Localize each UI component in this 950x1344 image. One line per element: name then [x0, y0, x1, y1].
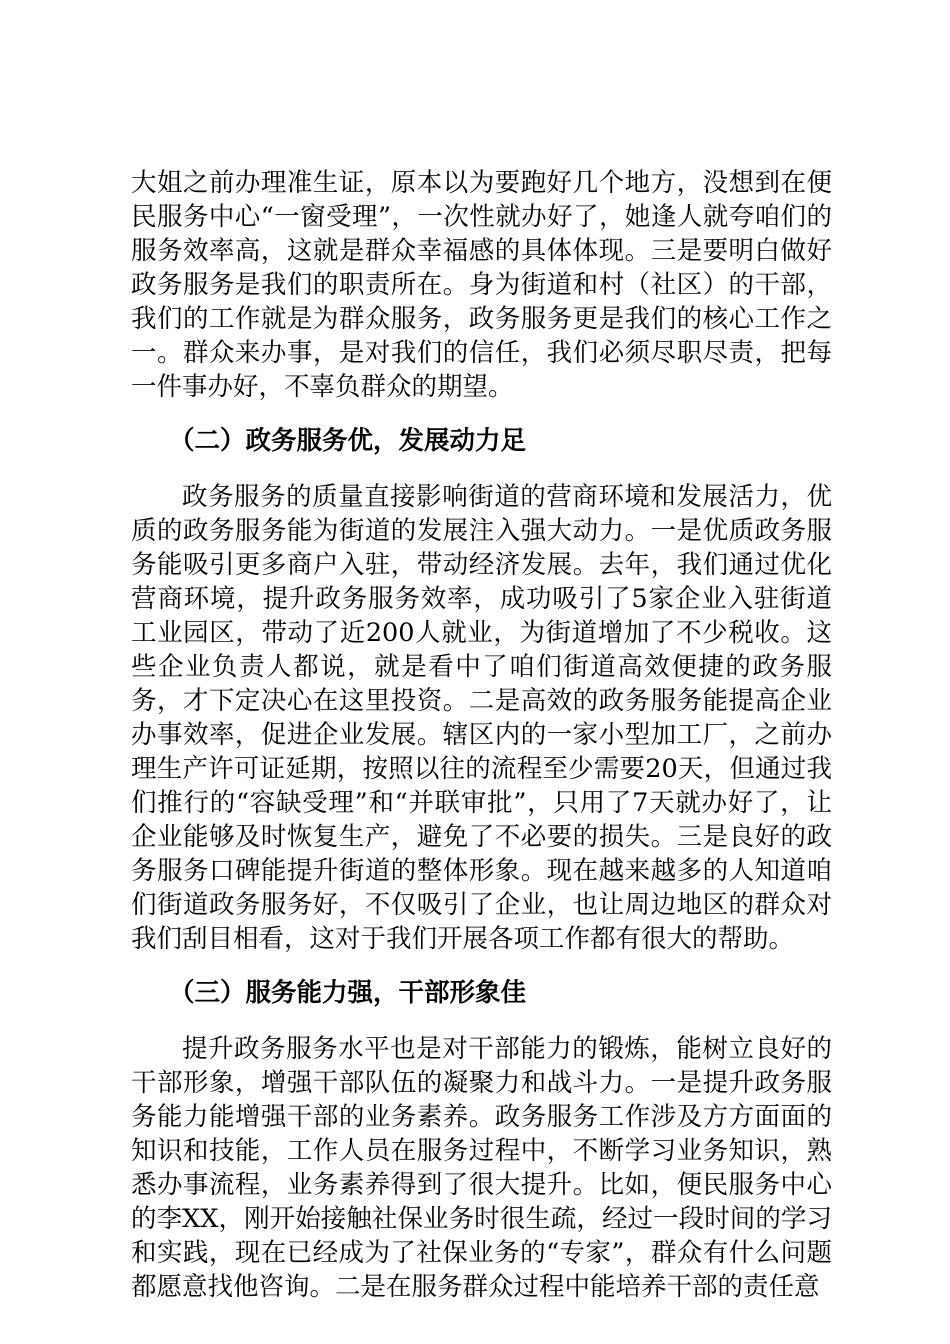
document-body: [131, 166, 832, 1304]
spacer: [131, 956, 832, 976]
spacer: [131, 1010, 832, 1032]
section-paragraph-3: 提升政务服务水平也是对干部能力的锻炼，能树立良好的干部形象，增强干部队伍的凝聚力和战斗力。一是提升政务服务能力能增强干部的业务素养。政务服务工作涉及方方面面的知识和技能，工作人员在服务过程中，不断学习业务知识，熟悉办事流程，业务素养得到了很大提升。比如，便民服务中心的李XX，刚开始接触社保业务时很生疏，经过一段时间的学习和实践，现在已经成为了社保业务的“专家”，群众有什么问题都愿意找他咨询。二是在服务群众过程中能培养干部的责任意: [131, 1034, 832, 1302]
section-heading-2: （二）政务服务优，发展动力足: [169, 426, 527, 456]
section-paragraph-2: 政务服务的质量直接影响街道的营商环境和发展活力，优质的政务服务能为街道的发展注入强大动力。一是优质政务服务能吸引更多商户入驻，带动经济发展。去年，我们通过优化营商环境，提升政务服务效率，成功吸引了5家企业入驻街道工业园区，带动了近200人就业，为街道增加了不少税收。这些企业负责人都说，就是看中了咱们街道高效便捷的政务服务，才下定决心在这里投资。二是高效的政务服务能提高企业办事效率，促进企业发展。辖区内的一家小型加工厂，之前办理生产许可证延期，按照以往的流程至少需要20天，但通过我们推行的“容缺受理”和“并联审批”，只用了7天就办好了，让企业能够及时恢复生产，避免了不必要的损失。三是良好的政务服务口碑能提升街道的整体形象。现在越来越多的人知道咱们街道政务服务好，不仅吸引了企业，也让周边地区的群众对我们刮目相看，这对于我们开展各项工作都有很大的帮助。: [131, 482, 832, 954]
section-heading-3: （三）服务能力强，干部形象佳: [169, 978, 527, 1008]
spacer: [131, 404, 832, 424]
intro-paragraph: 大姐之前办理准生证，原本以为要跑好几个地方，没想到在便民服务中心“一窗受理”，一次性就办好了，她逢人就夸咱们的服务效率高，这就是群众幸福感的具体体现。三是要明白做好政务服务是我们的职责所在。身为街道和村（社区）的干部，我们的工作就是为群众服务，政务服务更是我们的核心工作之一。群众来办事，是对我们的信任，我们必须尽职尽责，把每一件事办好，不辜负群众的期望。: [131, 168, 832, 402]
spacer: [131, 458, 832, 480]
